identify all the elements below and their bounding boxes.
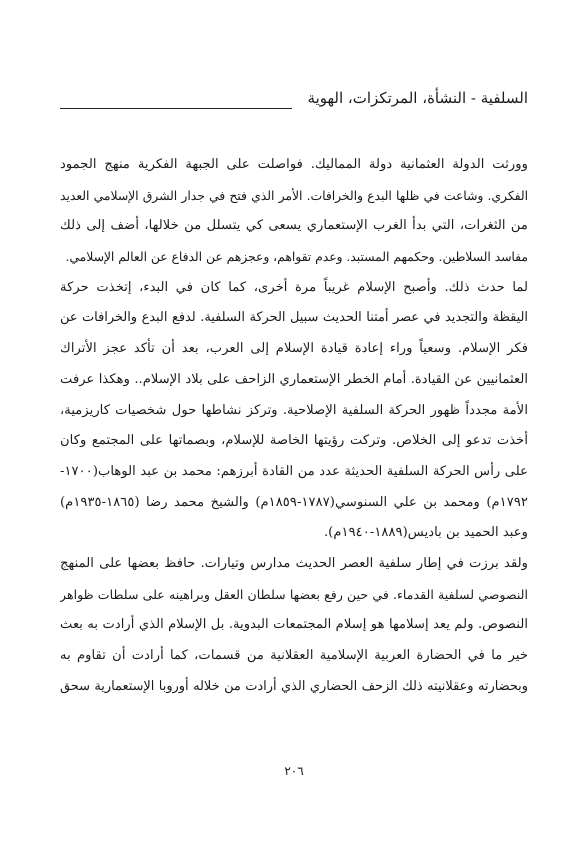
text-line: الفكري. وشاعت في ظلها البدع والخرافات. الأمر الذي فتح في جدار الشرق الإسلامي العديد <box>60 188 528 203</box>
text-line: على رأس الحركة السلفية الحديثة عدد من القادة أبرزهم: محمد بن عبد الوهاب(١٧٠٠- <box>60 463 528 479</box>
text-line: مفاسد السلاطين. وحكمهم المستبد. وعدم تقواهم، وعجزهم عن الدفاع عن العالم الإسلامي. <box>65 250 528 265</box>
text-line: ولقد برزت في إطار سلفية العصر الحديث مدارس وتيارات. حافظ بعضها على المنهج <box>60 555 528 571</box>
text-line: النصوصي لسلفية القدماء. في حين رفع بعضها سلطان العقل وبراهينه على سلطات ظواهر <box>60 586 528 602</box>
paragraph-1 <box>60 150 528 273</box>
text-line: العثمانيين عن القيادة. أمام الخطر الإستعماري الزاحف على بلاد الإسلام.. وهكذا عرفت <box>60 371 528 387</box>
text-line: وعبد الحميد بن باديس(١٨٨٩-١٩٤٠م). <box>323 525 528 541</box>
text-line: من الثغرات، التي بدأ الغرب الإستعماري يسعى كي يتسلل من خلالها، أضف إلى ذلك <box>60 218 528 234</box>
page-number: ٢٠٦ <box>284 764 304 778</box>
text-line: اليقظة والتجديد في عصر أمتنا الحديث سبيل الحركة السلفية. لدفع البدع والخرافات عن <box>60 310 528 326</box>
running-header <box>60 88 528 110</box>
text-line: لما حدث ذلك. وأصبح الإسلام غريباً مرة أخرى، كما كان في البدء، إتخذت حركة <box>60 279 528 295</box>
text-line: فكر الإسلام. وسعياً وراء إعادة قيادة الإسلام إلى العرب، بعد أن تأكد عجز الأتراك <box>60 341 528 357</box>
text-line: وبحضارته وعقلانيته ذلك الزحف الحضاري الذي أرادت من خلاله أوروبا الإستعمارية سحق <box>60 678 528 694</box>
text-line: أخذت تدعو إلى الخلاص. وتركت رؤيتها الخاصة للإسلام، وبصماتها على المجتمع وكان <box>60 433 528 449</box>
text-line: النصوص. ولم يعد إسلامها هو إسلام المجتمعات البدوية. بل الإسلام الذي أرادت به بعث <box>60 617 528 633</box>
running-title: السلفية - النشأة، المرتكزات، الهوية <box>307 89 528 107</box>
text-line: خير ما في الحضارة العربية الإسلامية العقلانية من قسمات، كما أرادت أن تقاوم به <box>60 648 528 663</box>
text-line: ١٧٩٢م) ومحمد بن علي السنوسي(١٧٨٧-١٨٥٩م) والشيخ محمد رضا (١٨٦٥-١٩٣٥م) <box>60 494 528 510</box>
paragraph-3 <box>60 549 528 702</box>
text-line: وورثت الدولة العثمانية دولة المماليك. فواصلت على الجبهة الفكرية منهج الجمود <box>60 157 528 172</box>
paragraph-2 <box>60 273 528 549</box>
body-text <box>60 150 528 702</box>
text-line: الأمة مجدداً ظهور الحركة السلفية الإصلاحية. وتركز نشاطها حول شخصيات كاريزمية، <box>60 402 528 418</box>
header-rule <box>60 108 292 109</box>
